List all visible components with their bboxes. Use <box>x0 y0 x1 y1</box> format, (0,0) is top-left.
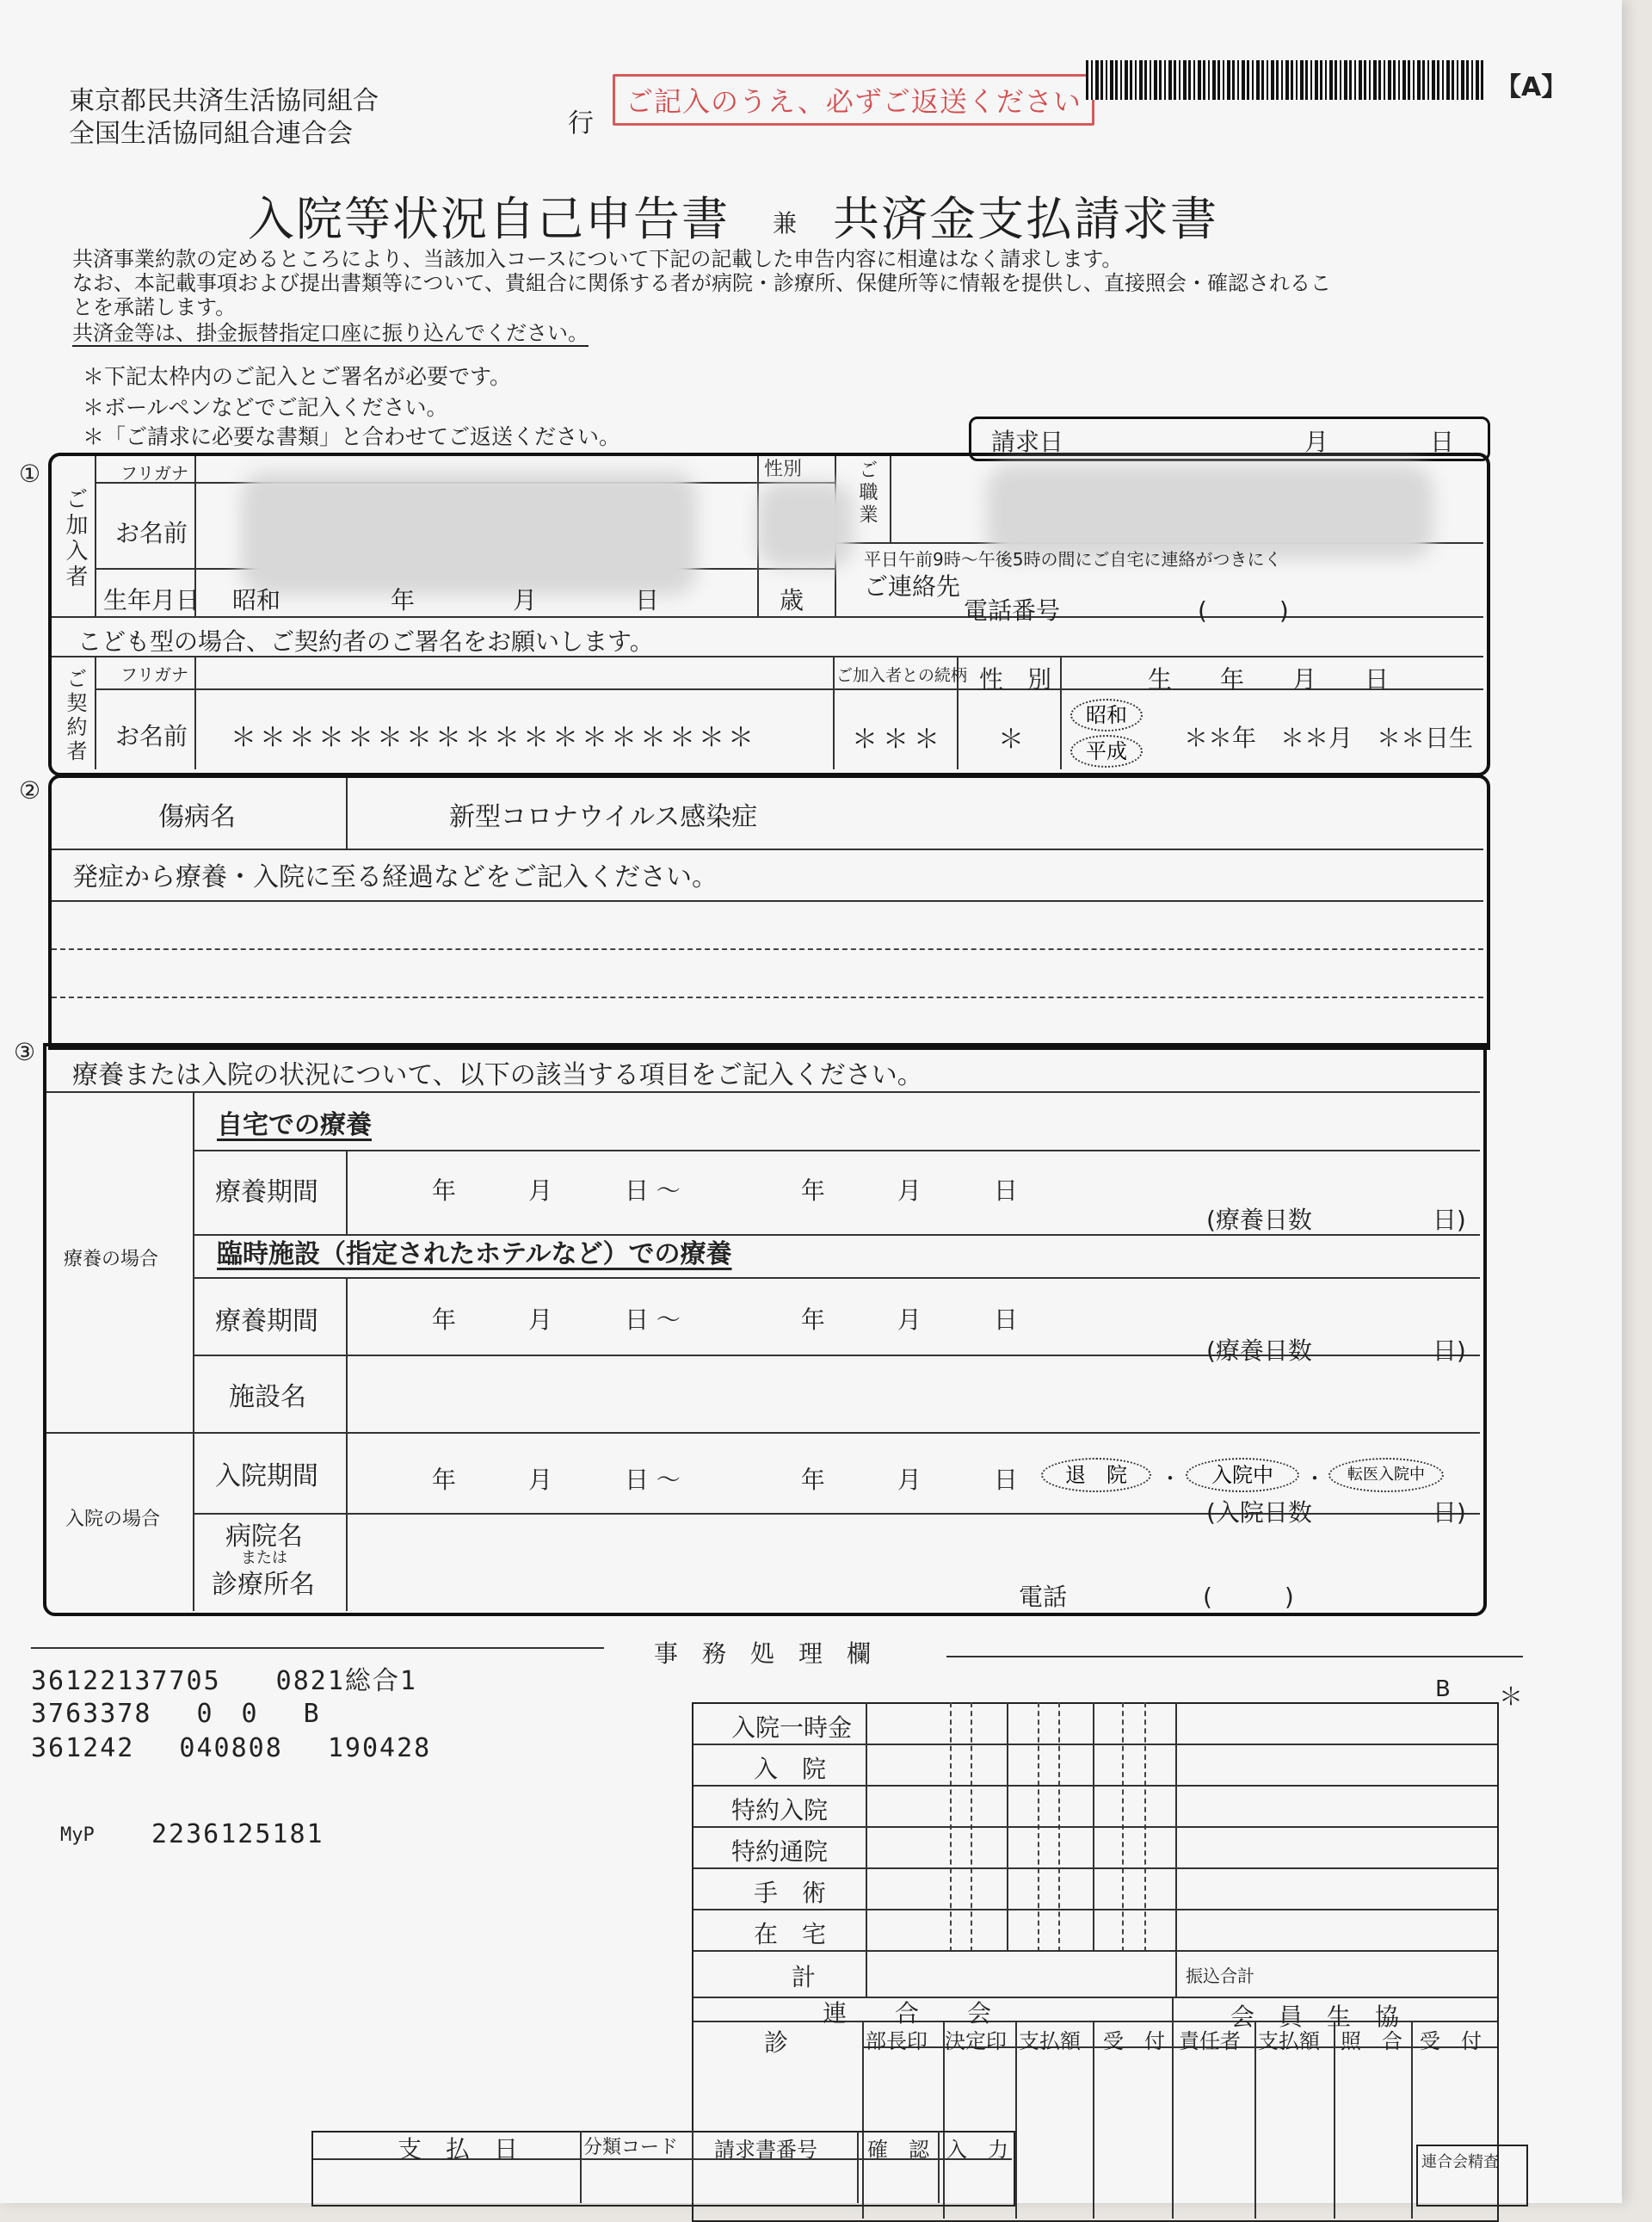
furikomi-total-label: 振込合計 <box>1186 1966 1254 1986</box>
seikyo-label: 会 員 生 協 <box>1230 2003 1400 2031</box>
era-showa-option[interactable]: 昭和 <box>1070 699 1143 731</box>
contractor-gender-value: ＊ <box>998 725 1024 755</box>
facility-date-range[interactable]: 年 月 日 ～ 年 月 日 <box>432 1305 1018 1334</box>
section-3-number: ③ <box>14 1038 36 1066</box>
birth-year: 年 <box>391 586 416 614</box>
facility-name-label: 施設名 <box>229 1382 306 1412</box>
hospital-tel-label: 電話 <box>1019 1583 1068 1611</box>
phone-paren: ( ) <box>1198 596 1289 625</box>
form-label-a: 【A】 <box>1495 72 1568 102</box>
title-main-2: 共済金支払請求書 <box>833 192 1218 246</box>
myp-label: MyP <box>60 1824 95 1846</box>
request-date-month: 月 <box>1304 428 1329 456</box>
facility-days: (療養日数 日) <box>1206 1336 1466 1365</box>
era-heisei-option[interactable]: 平成 <box>1070 735 1143 768</box>
office-row-2: 入 院 <box>754 1755 827 1783</box>
claim-form-sheet: 東京都民共済生活協同組合 全国生活協同組合連合会 行 ご記入のうえ、必ずご返送ください 【A】 入院等状況自己申告書 兼 共済金支払請求書 共済事業約款の定めるところにより、当該加入コースについて下記の記載した申告内容に相違はなく請求します。 なお、本記載事項および提出書類等について、貴組合に関係する者が病院・診療所、保健所等に情報を提供し、直接照会・確認されるこ とを承諾します。 共済金等は、掛金振替指定口座に振り込んでください。 ＊下記太枠内のご記入とご署名が必要です。 ＊ボールペンなどでご記入ください。 ＊「ご請求に必要な書類」と合わせてご返送ください。 請求日 月 日 ① ご加入者 フリガナ お名前 性別 ご職業 生年月日 昭和 年 月 日 歳 平日午前9時～午後5時の間にご自宅に連絡がつきにく ご連絡先 電話番号 ( ) こども型の場合、ご契約者のご署名をお願いします。 ご契約者 フリガナ お名前 ＊＊＊＊＊＊＊＊＊＊＊＊＊＊＊＊＊＊ ご加入者との続柄 ＊＊＊ 性 別 ＊ 生 年 月 日 昭和 平成 ＊＊年 ＊＊月 ＊＊日生 ② 傷病名 新型コロナウイルス感染症 発症から療養・入院に至る経過などをご記入ください。 ③ 療養または入院の状況について、以下の該当する項目をご記入ください。 療養の場合 自宅での療養 療養期間 年 月 日 ～ 年 月 日 (療養日数 日) 臨時施設（指定されたホテルなど）での療養 療養期間 年 月 日 ～ 年 月 日 (療養日数 日) 施設名 入院の場合 入院期間 年 月 日 ～ 年 月 日 退 院 ・ 入院中 ・ 転医入院中 (入院日数 日) 病院名 または 診療所名 電話 ( ) 事 務 処 理 欄 36122137705 0821総合1 3763378 0 0 B 361242 040808 190428 MyP 2236125181 B ＊ 入院一時金 入 院 特約入院 特約通院 手 術 在 宅 計 振込合計 連 合 会 会 員 生 協 診 部長印 決定印 支払額 受 付 責任者 支払額 照 合 受 付 支 払 日 分類コード 請求書番号 確 認 入 力 連合会精査 <box>0 0 1622 2203</box>
contact-note: 平日午前9時～午後5時の間にご自宅に連絡がつきにく <box>864 549 1282 570</box>
office-mark-b: B <box>1435 1676 1451 1702</box>
col-shiharai-2: 支払額 <box>1258 2029 1320 2053</box>
section-1-number: ① <box>19 460 41 488</box>
bottom-shiharaibi: 支 払 日 <box>398 2135 519 2163</box>
section-2-number: ② <box>19 776 41 805</box>
section-3-prompt: 療養または入院の状況について、以下の該当する項目をご記入ください。 <box>72 1060 923 1090</box>
bottom-bunrui: 分類コード <box>583 2137 679 2158</box>
note-2: ＊ボールペンなどでご記入ください。 <box>83 395 448 420</box>
contact-label: ご連絡先 <box>864 572 961 601</box>
office-row-1: 入院一時金 <box>731 1713 853 1742</box>
occupation-label: ご職業 <box>856 460 878 527</box>
birth-era: 昭和 <box>232 586 281 614</box>
bottom-seikyu-no: 請求書番号 <box>714 2138 817 2162</box>
contractor-side-label: ご契約者 <box>63 668 87 764</box>
note-3: ＊「ご請求に必要な書類」と合わせてご返送ください。 <box>83 424 621 449</box>
seisa-label: 連合会精査 <box>1421 2153 1499 2171</box>
request-date-label: 請求日 <box>991 428 1064 456</box>
home-days: (療養日数 日) <box>1206 1206 1466 1234</box>
myp-value: 2236125181 <box>151 1819 324 1849</box>
col-shogo: 照 合 <box>1341 2029 1402 2053</box>
col-shiharai-1: 支払額 <box>1019 2029 1081 2053</box>
relation-label: ご加入者との続柄 <box>836 666 968 685</box>
office-row-3: 特約入院 <box>731 1796 829 1824</box>
rengokai-label: 連 合 会 <box>823 1999 992 2028</box>
hospital-or: または <box>241 1549 287 1567</box>
phone-label: 電話番号 <box>964 596 1061 625</box>
nyuin-days: (入院日数 日) <box>1206 1498 1466 1527</box>
nyuin-period-label: 入院期間 <box>215 1461 318 1491</box>
intro-line-4: 共済金等は、掛金振替指定口座に振り込んでください。 <box>72 321 589 345</box>
office-row-5: 手 術 <box>754 1879 827 1907</box>
office-code-3: 361242 040808 190428 <box>31 1733 432 1763</box>
bottom-kakunin: 確 認 <box>867 2138 929 2162</box>
office-row-4: 特約通院 <box>731 1837 829 1866</box>
status-discharged[interactable]: 退 院 <box>1041 1458 1151 1492</box>
title-main-1: 入院等状況自己申告書 <box>248 192 730 246</box>
hospital-tel-paren: ( ) <box>1203 1583 1294 1611</box>
facility-care-title: 臨時施設（指定されたホテルなど）での療養 <box>217 1239 732 1269</box>
home-care-title: 自宅での療養 <box>217 1110 372 1140</box>
disease-label: 傷病名 <box>158 802 236 832</box>
child-note: こども型の場合、ご契約者のご署名をお願いします。 <box>77 627 654 656</box>
col-bucho: 部長印 <box>866 2029 928 2053</box>
course-prompt: 発症から療養・入院に至る経過などをご記入ください。 <box>72 862 718 892</box>
return-stamp: ご記入のうえ、必ずご返送ください <box>613 74 1094 126</box>
intro-line-2: なお、本記載事項および提出書類等について、貴組合に関係する者が病院・診療所、保健所等に情報を提供し、直接照会・確認されるこ <box>72 271 1332 295</box>
birth-day: 日 <box>635 586 660 614</box>
intro-line-1: 共済事業約款の定めるところにより、当該加入コースについて下記の記載した申告内容に相違はなく請求します。 <box>72 247 1123 271</box>
status-transferred[interactable]: 転医入院中 <box>1328 1458 1444 1492</box>
contractor-birth-value: ＊＊年 ＊＊月 ＊＊日生 <box>1184 724 1474 752</box>
bottom-nyuryoku: 入 力 <box>946 2138 1008 2162</box>
disease-value[interactable]: 新型コロナウイルス感染症 <box>449 802 758 832</box>
course-input-area[interactable] <box>52 902 1483 1041</box>
note-1: ＊下記太枠内のご記入とご署名が必要です。 <box>83 364 512 389</box>
contractor-gender-label: 性 別 <box>979 665 1052 694</box>
col-sekinin: 責任者 <box>1179 2029 1241 2053</box>
office-code-1: 36122137705 0821総合1 <box>31 1666 417 1696</box>
contractor-furigana-label: フリガナ <box>120 664 188 685</box>
nyuin-case-label: 入院の場合 <box>65 1509 161 1530</box>
office-mark-star: ＊ <box>1499 1682 1524 1711</box>
relation-value: ＊＊＊ <box>852 725 945 755</box>
gyo-label: 行 <box>568 108 594 139</box>
office-title: 事 務 処 理 欄 <box>654 1639 872 1668</box>
furigana-label: フリガナ <box>120 463 188 484</box>
home-date-range[interactable]: 年 月 日 ～ 年 月 日 <box>432 1176 1018 1205</box>
birth-month: 月 <box>513 586 538 614</box>
org-name-2: 全国生活協同組合連合会 <box>69 119 353 149</box>
col-uketsuke-2: 受 付 <box>1420 2029 1482 2053</box>
redacted-name <box>241 472 697 596</box>
shin-label: 診 <box>764 2028 789 2057</box>
hospital-label-1: 病院名 <box>225 1521 303 1552</box>
intro-line-3: とを承諾します。 <box>72 295 237 319</box>
gender-label: 性別 <box>764 459 803 480</box>
contractor-name-value: ＊＊＊＊＊＊＊＊＊＊＊＊＊＊＊＊＊＊ <box>231 723 757 753</box>
age-label: 歳 <box>780 586 804 614</box>
title-ken: 兼 <box>773 209 798 238</box>
home-period-label: 療養期間 <box>215 1177 318 1207</box>
redacted-gender <box>757 482 854 568</box>
barcode <box>1086 60 1483 100</box>
facility-name-input[interactable] <box>348 1356 1478 1430</box>
org-name-1: 東京都民共済生活協同組合 <box>69 86 379 116</box>
hospital-label-2: 診療所名 <box>212 1570 315 1600</box>
nyuin-date-range[interactable]: 年 月 日 ～ 年 月 日 <box>432 1466 1018 1494</box>
contractor-name-label: お名前 <box>115 722 188 750</box>
col-kettei: 決定印 <box>945 2029 1007 2053</box>
ryoyo-case-label: 療養の場合 <box>64 1249 159 1270</box>
office-row-total: 計 <box>792 1963 817 1991</box>
status-hospitalized[interactable]: 入院中 <box>1186 1458 1299 1492</box>
hospital-name-input[interactable] <box>348 1515 1478 1608</box>
name-label: お名前 <box>115 519 188 547</box>
col-uketsuke-1: 受 付 <box>1103 2029 1165 2053</box>
office-code-2: 3763378 0 0 B <box>31 1699 321 1729</box>
facility-period-label: 療養期間 <box>215 1306 318 1336</box>
birth-label: 生年月日 <box>103 586 200 614</box>
subscriber-side-label: ご加入者 <box>62 487 88 590</box>
office-row-6: 在 宅 <box>754 1920 827 1948</box>
contractor-birth-header: 生 年 月 日 <box>1148 665 1390 694</box>
request-date-day: 日 <box>1430 428 1455 456</box>
